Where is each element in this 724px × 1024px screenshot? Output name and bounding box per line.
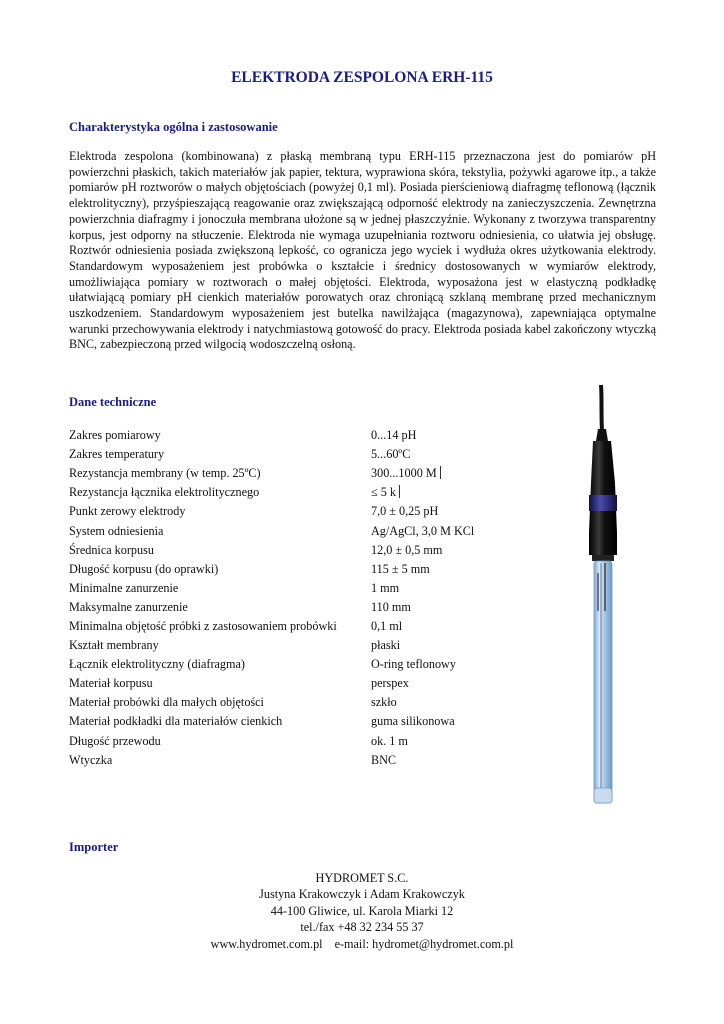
company-owners: Justyna Krakowczyk i Adam Krakowczyk xyxy=(259,887,465,902)
spec-value xyxy=(371,579,474,598)
spec-value-text: ok. 1 m xyxy=(371,733,408,748)
section-heading-importer: Importer xyxy=(69,840,119,854)
section-heading-general: Charakterystyka ogólna i zastosowanie xyxy=(69,120,278,134)
spec-row xyxy=(69,426,474,445)
spec-row xyxy=(69,655,474,674)
spec-value xyxy=(371,732,474,751)
spec-value-text: Ag/AgCl, 3,0 M KCl xyxy=(371,523,475,538)
spec-label: Kształt membrany xyxy=(69,638,159,653)
spec-row xyxy=(69,483,474,502)
company-website[interactable]: www.hydromet.com.pl xyxy=(210,936,323,951)
spec-value-text: O-ring teflonowy xyxy=(371,657,456,672)
spec-label: Rezystancja łącznika elektrolitycznego xyxy=(69,485,260,500)
spec-value-text: 115 ± 5 mm xyxy=(371,561,430,576)
spec-row xyxy=(69,445,474,464)
spec-row xyxy=(69,732,474,751)
spec-label: Średnica korpusu xyxy=(69,542,154,557)
technical-data-table xyxy=(69,426,474,770)
spec-row xyxy=(69,521,474,540)
unit-glyph-placeholder xyxy=(399,485,400,498)
spec-label: Minimalne zanurzenie xyxy=(69,580,179,595)
spec-value xyxy=(371,426,474,445)
spec-value-text: 0,1 ml xyxy=(371,618,403,633)
spec-value xyxy=(371,445,474,464)
spec-row xyxy=(69,674,474,693)
spec-value-text: płaski xyxy=(371,638,401,653)
spec-row xyxy=(69,751,474,770)
spec-value-text: perspex xyxy=(371,676,409,691)
spec-label: Zakres pomiarowy xyxy=(69,428,161,443)
spec-label: Materiał probówki dla małych objętości xyxy=(69,695,264,710)
spec-value-text: 1 mm xyxy=(371,580,400,595)
spec-value-text: 12,0 ± 0,5 mm xyxy=(371,542,443,557)
spec-value-text: BNC xyxy=(371,752,397,767)
spec-label: Punkt zerowy elektrody xyxy=(69,504,186,519)
spec-label: Łącznik elektrolityczny (diafragma) xyxy=(69,657,245,672)
spec-row xyxy=(69,712,474,731)
spec-label: Materiał podkładki dla materiałów cienkich xyxy=(69,714,283,729)
spec-value xyxy=(371,674,474,693)
spec-row xyxy=(69,464,474,483)
spec-value xyxy=(371,521,474,540)
spec-label: Długość przewodu xyxy=(69,733,161,748)
spec-label: Rezystancja membrany (w temp. 25ºC) xyxy=(69,466,261,481)
spec-label: Długość korpusu (do oprawki) xyxy=(69,561,219,576)
company-web-email-line xyxy=(0,936,724,952)
spec-row xyxy=(69,693,474,712)
section-heading-technical: Dane techniczne xyxy=(69,395,157,409)
spec-row xyxy=(69,579,474,598)
spec-row xyxy=(69,560,474,579)
spec-value xyxy=(371,464,474,483)
spec-value-text: 5...60ºC xyxy=(371,447,411,462)
spec-row xyxy=(69,598,474,617)
spec-label: Materiał korpusu xyxy=(69,676,153,691)
spec-value xyxy=(371,560,474,579)
spec-value-text: szkło xyxy=(371,695,397,710)
spec-value-text: 110 mm xyxy=(371,599,411,614)
spec-value xyxy=(371,693,474,712)
spec-value xyxy=(371,655,474,674)
spec-value-text: 7,0 ± 0,25 pH xyxy=(371,504,439,519)
spec-value xyxy=(371,483,474,502)
spec-value xyxy=(371,541,474,560)
spec-label: Minimalna objętość próbki z zastosowaniem probówki xyxy=(69,618,337,633)
company-email[interactable]: e-mail: hydromet@hydromet.com.pl xyxy=(334,936,514,951)
general-description: Elektroda zespolona (kombinowana) z płaską membraną typu ERH-115 przeznaczona jest do pomiarów pH powierzchni płaskich, takich materiałów jak papier, tektura, wyprawiona skóra, tekstylia, pożywki agarowe itp., a także pomiarów pH roztworów o małych objętościach (powyżej 0,1 ml). Posiada pierścieniową diafragmę teflonową (łącznik elektrolityczny), przyśpieszającą reagowanie oraz zwiększającą odporność elektrody na zanieczyszczenia. Zewnętrzna powierzchnia diafragmy i jonoczuła membrana ułożone są w jednej płaszczyźnie. Wykonany z tworzywa transparentny korpus, jest odporny na stłuczenie. Elektroda nie wymaga uzupełniania roztworu odniesienia, co ułatwia jej obsługę. Roztwór odniesienia posiada zwiększoną lepkość, co ogranicza jego wyciek i wydłuża okres użytkowania elektrody. Standardowym wyposażeniem jest probówka o kształcie i średnicy dostosowanych w wymiarów elektrody, umożliwiająca pomiary w roztworach o małej objętości. Elektroda, wyposażona jest w elastyczną podkładkę ułatwiającą pomiary pH cienkich materiałów porowatych oraz chroniącą szklaną membranę przed mechanicznym uszkodzeniem. Standardowym wyposażeniem jest butelka nawilżająca (magazynowa), zapewniająca optymalne warunki przechowywania elektrody i natychmiastową gotowość do pracy. Elektroda posiada kabel zakończony wtyczką BNC, zabezpieczoną przed wilgocią wodoszczelną osłoną. xyxy=(69,149,656,352)
spec-value xyxy=(371,598,474,617)
spec-value-text: ≤ 5 k xyxy=(371,485,396,500)
spec-value xyxy=(371,751,474,770)
spec-value xyxy=(371,502,474,521)
spec-row xyxy=(69,636,474,655)
spec-value xyxy=(371,636,474,655)
company-address: 44-100 Gliwice, ul. Karola Miarki 12 xyxy=(270,903,454,918)
page-title: ELEKTRODA ZESPOLONA ERH-115 xyxy=(231,69,493,86)
spec-label: Maksymalne zanurzenie xyxy=(69,599,188,614)
spec-row xyxy=(69,617,474,636)
spec-label: Zakres temperatury xyxy=(69,447,165,462)
spec-row xyxy=(69,541,474,560)
company-phone: tel./fax +48 32 234 55 37 xyxy=(300,920,424,935)
spec-row xyxy=(69,502,474,521)
spec-value xyxy=(371,617,474,636)
unit-glyph-placeholder xyxy=(440,466,441,479)
spec-label: Wtyczka xyxy=(69,752,113,767)
company-name: HYDROMET S.C. xyxy=(315,871,409,885)
spec-value-text: guma silikonowa xyxy=(371,714,455,729)
spec-value-text: 300...1000 M xyxy=(371,466,437,481)
spec-value xyxy=(371,712,474,731)
spec-label: System odniesienia xyxy=(69,523,164,538)
spec-value-text: 0...14 pH xyxy=(371,428,417,443)
importer-contact xyxy=(0,870,724,952)
ph-electrode-illustration xyxy=(565,383,645,818)
